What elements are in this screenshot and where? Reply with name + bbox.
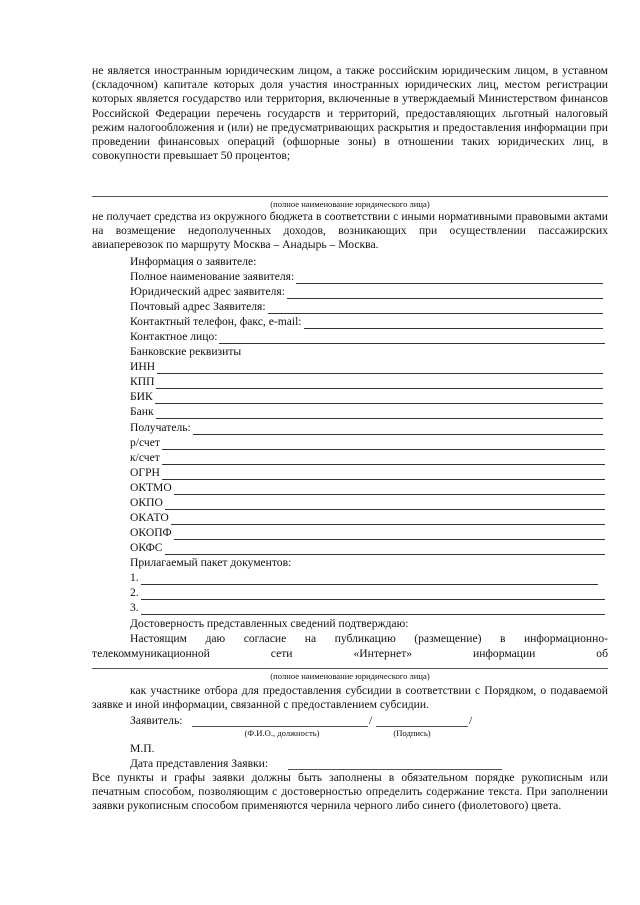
intro-paragraph: не является иностранным юридическим лицом, а также российским юридическим лицом, в уставном (складочном) капитале которых доля участия иностранных юридических лиц, местом регистрации которых является государство или территория, включенные в утверждаемый Министерством финансов Российской Федерации перечень государств и территорий, предоставляющих льготный налоговый режим налогообложения и (или) не предусматривающих раскрытия и предоставления информации при проведении финансовых операций (офшорные зоны) в отношении таких юридических лиц, в совокупности превышает 50 процентов; <box>92 64 608 163</box>
signature-separator-end: / <box>469 714 473 727</box>
bank-ogrn-field[interactable] <box>130 466 605 480</box>
field-input[interactable] <box>156 407 603 419</box>
field-label: ОКАТО <box>130 510 169 524</box>
applicant-postal-address-field[interactable] <box>130 300 603 314</box>
legal-entity-name-line-1[interactable] <box>92 196 608 197</box>
bank-okfs-field[interactable] <box>130 541 605 555</box>
field-label: ОКПО <box>130 495 163 509</box>
field-input[interactable] <box>268 302 603 314</box>
field-input[interactable] <box>174 483 605 495</box>
field-input[interactable] <box>296 272 603 284</box>
field-input[interactable] <box>156 377 603 389</box>
field-label: БИК <box>130 389 153 403</box>
signature-name-caption: (Ф.И.О., должность) <box>244 728 320 738</box>
field-input[interactable] <box>162 438 605 450</box>
field-input[interactable] <box>193 423 603 435</box>
bank-okopf-field[interactable] <box>130 526 605 540</box>
legal-entity-name-line-2[interactable] <box>92 668 608 669</box>
field-label: Контактный телефон, факс, e-mail: <box>130 314 302 328</box>
bank-recipient-field[interactable] <box>130 421 603 435</box>
field-input[interactable] <box>174 528 605 540</box>
field-label: 2. <box>130 585 139 599</box>
field-label: Банк <box>130 404 154 418</box>
signature-sign-caption: (Подпись) <box>393 728 431 738</box>
bank-okpo-field[interactable] <box>130 496 605 510</box>
field-label: 1. <box>130 570 139 584</box>
participant-paragraph: как участнике отбора для предоставления субсидии в соответствии с Порядком, о подаваемой заявке и иной информации, связанной с предоставлением субсидии. <box>92 684 608 712</box>
seal-label: М.П. <box>130 742 155 755</box>
field-input[interactable] <box>141 603 605 615</box>
field-label: 3. <box>130 600 139 614</box>
bank-oktmo-field[interactable] <box>130 481 605 495</box>
documents-heading: Прилагаемый пакет документов: <box>130 556 292 569</box>
applicant-contact-person-field[interactable] <box>130 330 605 344</box>
applicant-contacts-field[interactable] <box>130 315 603 329</box>
reliability-statement: Достоверность представленных сведений подтверждаю: <box>130 617 409 630</box>
bank-bik-field[interactable] <box>130 390 603 404</box>
document-item-2[interactable] <box>130 586 605 600</box>
field-label: ОКТМО <box>130 480 172 494</box>
date-label: Дата представления Заявки: <box>130 757 269 770</box>
budget-paragraph: не получает средства из окружного бюджета в соответствии с иными нормативными правовыми актами на возмещение недополученных доходов, возникающих при осуществлении пассажирских авиаперевозок по маршруту Москва – Анадырь – Москва. <box>92 210 608 252</box>
field-label: р/счет <box>130 435 160 449</box>
consent-line-2: телекоммуникационной сети «Интернет» информации об <box>92 647 608 660</box>
field-input[interactable] <box>165 543 606 555</box>
field-label: Юридический адрес заявителя: <box>130 284 285 298</box>
signature-separator: / <box>369 714 373 727</box>
field-input[interactable] <box>304 317 603 329</box>
closing-paragraph: Все пункты и графы заявки должны быть заполнены в обязательном порядке рукописным или печатным способом, позволяющим с достоверностью определить содержание текста. При заполнении заявки рукописным способом применяются чернила черного либо синего (фиолетового) цвета. <box>92 771 608 813</box>
applicant-info-heading: Информация о заявителе: <box>130 255 257 268</box>
bank-okato-field[interactable] <box>130 511 605 525</box>
field-input[interactable] <box>287 287 603 299</box>
field-label: Получатель: <box>130 420 191 434</box>
field-label: Полное наименование заявителя: <box>130 269 295 283</box>
field-label: Контактное лицо: <box>130 329 218 343</box>
applicant-legal-address-field[interactable] <box>130 285 603 299</box>
bank-details-heading: Банковские реквизиты <box>130 345 242 358</box>
signature-label: Заявитель: <box>130 714 183 727</box>
field-input[interactable] <box>155 392 603 404</box>
legal-entity-name-caption-2: (полное наименование юридического лица) <box>270 671 430 681</box>
field-label: ИНН <box>130 359 156 373</box>
consent-line-1: Настоящим даю согласие на публикацию (размещение) в информационно- <box>130 632 608 645</box>
document-item-3[interactable] <box>130 601 605 615</box>
field-input[interactable] <box>141 588 605 600</box>
bank-name-field[interactable] <box>130 405 603 419</box>
legal-entity-name-caption-1: (полное наименование юридического лица) <box>270 199 430 209</box>
field-input[interactable] <box>141 573 598 585</box>
field-label: ОКОПФ <box>130 525 172 539</box>
field-label: ОГРН <box>130 465 160 479</box>
bank-inn-field[interactable] <box>130 360 603 374</box>
signature-name-input[interactable] <box>192 726 368 727</box>
bank-correspondent-account-field[interactable] <box>130 451 605 465</box>
field-label: ОКФС <box>130 540 163 554</box>
field-label: к/счет <box>130 450 160 464</box>
bank-settlement-account-field[interactable] <box>130 436 605 450</box>
date-input[interactable] <box>288 769 502 770</box>
signature-sign-input[interactable] <box>376 726 468 727</box>
applicant-full-name-field[interactable] <box>130 270 603 284</box>
field-input[interactable] <box>171 513 605 525</box>
field-label: КПП <box>130 374 155 388</box>
field-input[interactable] <box>162 468 605 480</box>
field-label: Почтовый адрес Заявителя: <box>130 299 266 313</box>
bank-kpp-field[interactable] <box>130 375 603 389</box>
field-input[interactable] <box>157 362 603 374</box>
field-input[interactable] <box>165 498 605 510</box>
field-input[interactable] <box>219 332 605 344</box>
document-item-1[interactable] <box>130 571 598 585</box>
field-input[interactable] <box>162 453 605 465</box>
